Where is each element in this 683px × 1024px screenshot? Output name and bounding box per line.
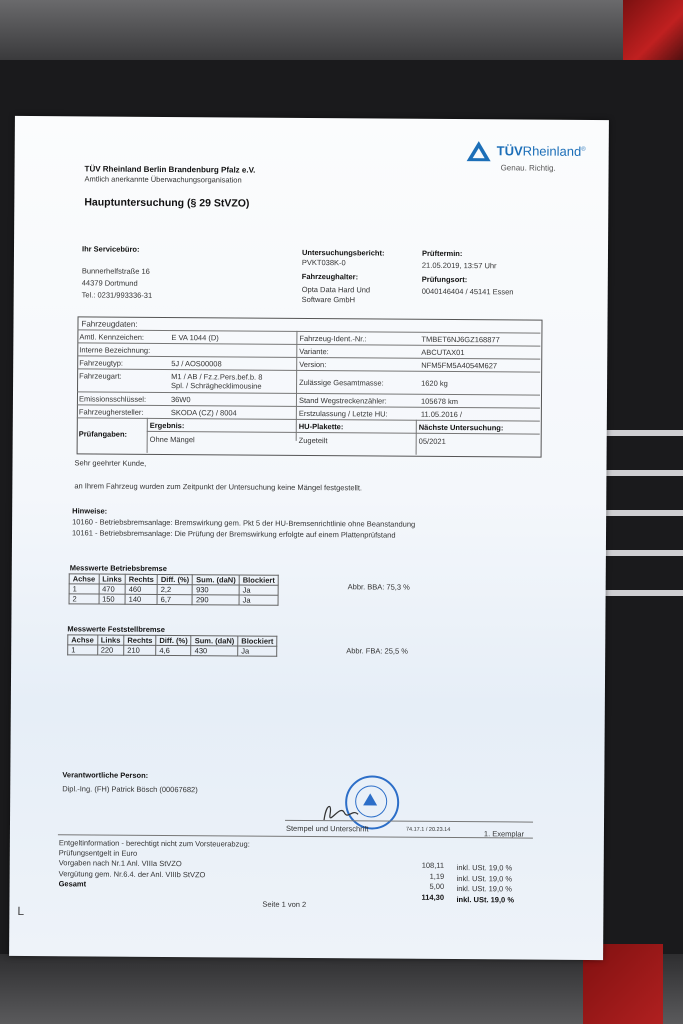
column-header: Sum. (daN) (191, 636, 238, 646)
column-header: Diff. (%) (157, 574, 192, 584)
table-row (69, 594, 278, 605)
result-heading: Prüfangaben: (78, 429, 128, 439)
responsible-label: Verantwortliche Person: (62, 770, 149, 780)
hints-heading: Hinweise: (72, 506, 108, 516)
service-street: Bunnerhelfstraße 16 (81, 266, 150, 276)
background-seat-bottom (0, 954, 683, 1024)
logo-name: TÜVRheinland® (496, 143, 586, 159)
vehicle-right-value: 105678 km (420, 396, 459, 407)
fee-amount: 1,19 (429, 871, 445, 881)
location-label: Prüfungsort: (421, 274, 468, 285)
plakette-label: HU-Plakette: (298, 421, 344, 432)
holder-line2: Software GmbH (301, 294, 356, 305)
table-cell: Ja (239, 585, 278, 595)
vehicle-left-label: Amtl. Kennzeichen: (79, 332, 145, 342)
fee-total-label: Gesamt (58, 879, 87, 889)
vehicle-left-value: E VA 1044 (D) (171, 333, 219, 343)
background-seat-top (0, 0, 683, 60)
service-city: 44379 Dortmund (81, 278, 138, 288)
vehicle-left-value: M1 / AB / Fz.z.Pers.bef.b. 8 (171, 372, 263, 382)
background-red-trim (623, 0, 683, 60)
table-cell: Ja (239, 595, 278, 605)
tuv-triangle-icon (363, 793, 377, 805)
vehicle-right-label: Variante: (299, 346, 329, 357)
table-cell: 6,7 (157, 594, 192, 604)
result-label: Ergebnis: (149, 420, 185, 431)
vehicle-right-label: Version: (299, 359, 327, 370)
stamp-code: 74.17.1 / 20.23.14 (405, 826, 451, 833)
holder-line1: Opta Data Hard Und (301, 284, 371, 295)
vehicle-left-label: Fahrzeugtyp: (79, 358, 124, 368)
table-cell: 150 (99, 594, 126, 604)
vehicle-left-label: Fahrzeughersteller: (78, 407, 144, 417)
table-cell: 470 (99, 584, 126, 594)
vehicle-right-label: Zulässige Gesamtmasse: (299, 377, 384, 388)
column-header: Links (97, 635, 124, 645)
result-value: Ohne Mängel (149, 434, 195, 445)
vehicle-right-value: NFM5FM5A4054M627 (421, 360, 498, 371)
vehicle-left-label: Fahrzeugart: (79, 371, 122, 381)
table-cell: 930 (193, 585, 240, 595)
page-title: Hauptuntersuchung (§ 29 StVZO) (84, 196, 250, 210)
vehicle-left-label: Emissionsschlüssel: (78, 394, 147, 404)
vehicle-left-value: Spl. / Schräghecklimousine (171, 381, 262, 391)
column-header: Blockiert (239, 575, 278, 585)
table-cell: 430 (191, 646, 238, 656)
fee-vat: inkl. USt. 19,0 % (456, 884, 513, 894)
table-cell: 220 (97, 645, 124, 655)
column-header: Achse (69, 574, 99, 584)
page-number: Seite 1 von 2 (262, 899, 307, 909)
fee-subtitle: Prüfungsentgelt in Euro (58, 848, 138, 858)
date-value: 21.05.2019, 13:57 Uhr (421, 260, 497, 271)
table-row (68, 645, 277, 656)
fee-amount: 108,11 (421, 860, 445, 870)
table-cell: Ja (238, 646, 277, 656)
table-cell: 1 (69, 584, 99, 594)
fee-amount: 5,00 (429, 881, 445, 891)
next-label: Nächste Untersuchung: (418, 422, 504, 433)
table-cell: 2,2 (157, 584, 192, 594)
table-cell: 290 (192, 595, 239, 605)
holder-label: Fahrzeughalter: (301, 271, 359, 282)
fee-info: Entgeltinformation - berechtigt nicht zum Vorsteuerabzug: (58, 838, 250, 849)
stamp-label: Stempel und Unterschrift (285, 823, 369, 834)
next-value: 05/2021 (418, 436, 446, 446)
fee-total-vat: inkl. USt. 19,0 % (456, 895, 515, 905)
fee-vat: inkl. USt. 19,0 % (456, 874, 513, 884)
column-header: Sum. (daN) (193, 575, 240, 585)
letter-text: an Ihrem Fahrzeug wurden zum Zeitpunkt der Untersuchung keine Mängel festgestellt. (74, 481, 363, 493)
report-value: PVKT038K-0 (301, 257, 346, 268)
org-name: TÜV Rheinland Berlin Brandenburg Pfalz e.V. (84, 164, 256, 175)
vehicle-right-label: Fahrzeug-Ident.-Nr.: (299, 333, 367, 344)
vehicle-left-value: 36W0 (170, 395, 191, 405)
plakette-value: Zugeteilt (298, 435, 328, 446)
column-header: Links (99, 574, 126, 584)
column-header: Diff. (%) (156, 635, 191, 645)
table-cell: 140 (125, 594, 157, 604)
table-cell: 210 (124, 645, 156, 655)
vehicle-right-value: 1620 kg (421, 378, 448, 388)
copy-number: 1. Exemplar (483, 829, 525, 839)
inspection-report-paper (9, 116, 609, 960)
vehicle-left-label: Interne Bezeichnung: (79, 345, 151, 355)
table-cell: 460 (125, 584, 157, 594)
report-label: Untersuchungsbericht: (301, 247, 385, 258)
service-label: Ihr Servicebüro: (81, 244, 140, 254)
column-header: Rechts (125, 574, 157, 584)
vehicle-right-value: TMBET6NJ6GZ168877 (421, 334, 500, 345)
fee-label: Vorgaben nach Nr.1 Anl. VIIIa StVZO (58, 858, 182, 869)
brake1-heading: Messwerte Betriebsbremse (69, 563, 167, 574)
fee-total-amount: 114,30 (421, 892, 445, 902)
vehicle-right-value: ABCUTAX01 (421, 347, 465, 358)
vehicle-left-value: SKODA (CZ) / 8004 (170, 408, 237, 418)
org-sub: Amtlich anerkannte Überwachungsorganisation (84, 174, 242, 185)
vehicle-right-value: 11.05.2016 / (420, 409, 463, 420)
table-cell: 2 (69, 594, 99, 604)
column-header: Blockiert (238, 636, 277, 646)
vehicle-right-label: Erstzulassung / Letzte HU: (298, 408, 388, 419)
corner-mark: L (17, 903, 25, 919)
logo-slogan: Genau. Richtig. (500, 163, 556, 173)
brake1-abbr: Abbr. BBA: 75,3 % (347, 582, 410, 592)
fee-label: Vergütung gem. Nr.6.4. der Anl. VIIIb StVZO (58, 869, 206, 880)
fee-vat: inkl. USt. 19,0 % (456, 863, 513, 873)
brake2-abbr: Abbr. FBA: 25,5 % (346, 646, 408, 656)
hint-line: 10160 - Betriebsbremsanlage: Bremswirkung gem. Pkt 5 der HU-Bremsenrichtlinie ohne Beanstandung (72, 517, 416, 529)
location-value: 0040146404 / 45141 Essen (421, 286, 514, 297)
column-header: Rechts (124, 635, 156, 645)
table-cell: 1 (68, 645, 98, 655)
responsible-name: Dipl.-Ing. (FH) Patrick Bösch (00067682) (62, 784, 198, 795)
vehicle-heading: Fahrzeugdaten: (81, 319, 138, 329)
brake1-table (69, 573, 279, 605)
salutation: Sehr geehrter Kunde, (74, 458, 147, 468)
tuv-triangle-icon (467, 141, 491, 161)
table-cell: 4,6 (156, 645, 191, 655)
hint-line: 10161 - Betriebsbremsanlage: Die Prüfung der Bremswirkung erfolgte auf einem Plattenprüfstand (71, 528, 396, 540)
brake2-table (67, 634, 277, 656)
service-phone: Tel.: 0231/993336-31 (81, 290, 153, 300)
brake2-heading: Messwerte Feststellbremse (67, 624, 165, 634)
column-header: Achse (68, 635, 98, 645)
vehicle-right-label: Stand Wegstreckenzähler: (298, 395, 387, 406)
date-label: Prüftermin: (421, 248, 463, 259)
vehicle-left-value: 5J / AOS00008 (171, 359, 222, 369)
